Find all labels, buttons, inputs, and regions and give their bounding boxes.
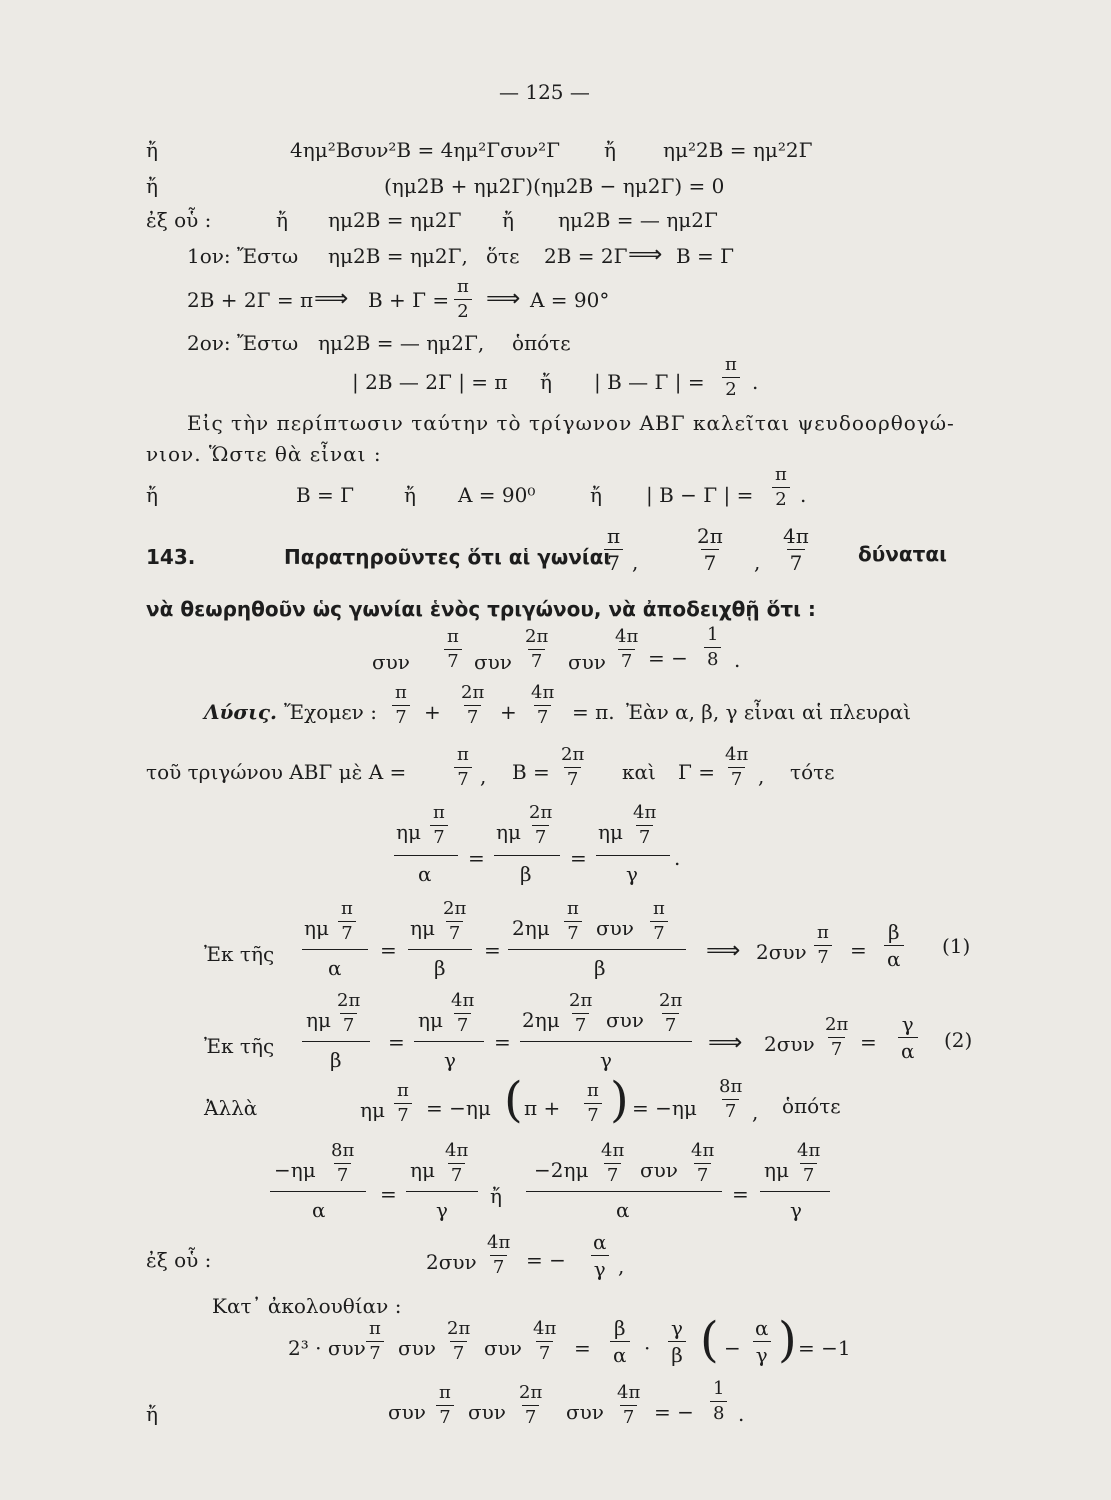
period: . — [674, 846, 681, 870]
paragraph-line-1: Εἰς τὴν περίπτωσιν ταύτην τὸ τρίγωνον ΑΒΓ καλεῖται ψευδοορθογώ- — [187, 411, 955, 435]
fraction-2pi-over-7: $\frac{2\pi}{7}$ — [561, 744, 585, 790]
beta: β — [434, 956, 446, 980]
eta-word: ἤ — [146, 138, 158, 162]
problem-number: 143. — [146, 545, 196, 569]
equals-sign: = — [850, 938, 867, 962]
solution-tote: τότε — [790, 760, 835, 784]
eta-word: ἤ — [276, 208, 288, 232]
case1-equation-b: 2B = 2Γ — [544, 244, 628, 268]
alpha: α — [328, 956, 342, 980]
beta: β — [594, 956, 606, 980]
syn-word: συν — [474, 650, 512, 674]
minus-two-em: −2ημ — [534, 1158, 589, 1182]
ek-tis-label: Ἐκ τῆς — [204, 1034, 275, 1058]
pi-plus: π + — [524, 1096, 561, 1120]
alpha: α — [616, 1198, 630, 1222]
fraction-pi-over-2: $\frac{\pi}{2}$ — [722, 356, 740, 399]
alla-label: Ἀλλὰ — [204, 1096, 258, 1120]
em-word: ημ — [764, 1158, 789, 1182]
problem-text-2: νὰ θεωρηθοῦν ὡς γωνίαι ἑνὸς τριγώνου, νὰ ἀποδειχθῇ ὅτι : — [146, 597, 816, 621]
equals-minus: = − — [526, 1248, 566, 1272]
beta: β — [520, 862, 532, 886]
comma: , — [758, 764, 765, 788]
fraction-2pi-over-7: $\frac{2\pi}{7}$ — [569, 990, 593, 1036]
equals-sign: = — [860, 1030, 877, 1054]
implies-arrow: ⟹ — [314, 284, 349, 312]
final-line-1-start: 2³ · συν — [288, 1336, 366, 1360]
fraction-2pi-over-7: $\frac{2\pi}{7}$ — [697, 524, 723, 575]
equation-line2: (ημ2B + ημ2Γ)(ημ2B − ημ2Γ) = 0 — [384, 174, 725, 198]
fraction-pi-over-7: $\frac{\pi}{7}$ — [454, 746, 472, 789]
fraction-4pi-over-7: $\frac{4\pi}{7}$ — [451, 990, 475, 1036]
line5-a: 2B + 2Γ = π — [187, 288, 314, 312]
beta: β — [330, 1048, 342, 1072]
fraction-4pi-over-7: $\frac{4\pi}{7}$ — [783, 524, 809, 575]
fraction-bar — [302, 1041, 370, 1042]
em-word: ημ — [418, 1008, 443, 1032]
solution-echomen: Ἔχομεν : — [284, 700, 377, 724]
fraction-4pi-over-7: $\frac{4\pi}{7}$ — [445, 1140, 469, 1186]
implies-arrow: ⟹ — [706, 936, 741, 964]
eta-word: ἤ — [490, 1184, 502, 1208]
case2-label: 2ον: Ἔστω — [187, 331, 299, 355]
alpha: α — [312, 1198, 326, 1222]
problem-text-1: Παρατηροῦντες ὅτι αἱ γωνίαι — [284, 545, 612, 569]
em-word: ημ — [410, 1158, 435, 1182]
fraction-gamma-over-beta: $\frac{\gamma}{\beta}$ — [668, 1318, 686, 1365]
fraction-bar — [394, 855, 458, 856]
fraction-bar — [408, 949, 472, 950]
equals-sign: = — [380, 1182, 397, 1206]
fraction-pi-over-7: $\frac{\pi}{7}$ — [650, 900, 668, 943]
kat-akolouthian: Κατ᾽ ἀκολουθίαν : — [212, 1294, 402, 1318]
fraction-alpha-over-gamma: $\frac{\alpha}{\gamma}$ — [590, 1232, 610, 1279]
equals-minus: = − — [648, 646, 688, 670]
equals-minus: = − — [654, 1400, 694, 1424]
abs-equation-2: | B — Γ | = — [594, 370, 705, 394]
comma: , — [752, 1100, 759, 1124]
implies-arrow: ⟹ — [708, 1028, 743, 1056]
fraction-pi-over-7: $\frac{\pi}{7}$ — [604, 526, 623, 573]
solution-G-eq: Γ = — [678, 760, 715, 784]
minus-em: = −ημ — [632, 1096, 697, 1120]
equation-number-1: (1) — [942, 934, 971, 958]
fraction-pi-over-2: $\frac{\pi}{2}$ — [772, 466, 790, 509]
fraction-2pi-over-7: $\frac{2\pi}{7}$ — [519, 1382, 543, 1428]
fraction-4pi-over-7: $\frac{4\pi}{7}$ — [725, 744, 749, 790]
plus-sign: + — [424, 700, 441, 724]
equation-line1-right: ημ²2B = ημ²2Γ — [663, 138, 813, 162]
result-b: A = 90⁰ — [458, 483, 536, 507]
syn-word: συν — [596, 916, 634, 940]
fraction-4pi-over-7: $\frac{4\pi}{7}$ — [601, 1140, 625, 1186]
fraction-bar — [596, 855, 670, 856]
ex-hou-label: ἐξ οὗ : — [146, 208, 212, 232]
equation-line3-b: ημ2B = — ημ2Γ — [558, 208, 718, 232]
equals-pi: = π. — [572, 700, 615, 724]
eta-word: ἤ — [604, 138, 616, 162]
fraction-pi-over-7: $\frac{\pi}{7}$ — [392, 684, 410, 727]
equals-sign: = — [388, 1030, 405, 1054]
fraction-bar — [414, 1041, 484, 1042]
line5-b: B + Γ = — [368, 288, 450, 312]
equals-sign: = — [468, 846, 485, 870]
fraction-2pi-over-7: $\frac{2\pi}{7}$ — [529, 802, 553, 848]
two-syn: 2συν — [764, 1032, 815, 1056]
fraction-2pi-over-7: $\frac{2\pi}{7}$ — [461, 682, 485, 728]
syn-word: συν — [606, 1008, 644, 1032]
fraction-bar — [760, 1191, 830, 1192]
fraction-pi-over-7: $\frac{\pi}{7}$ — [366, 1320, 384, 1363]
syn-word: συν — [468, 1400, 506, 1424]
em-word: ημ — [410, 916, 435, 940]
gamma: γ — [790, 1198, 802, 1222]
fraction-1-over-8: $\frac{1}{8}$ — [704, 626, 721, 669]
solution-label: Λύσις. — [204, 700, 277, 724]
case1-equation-c: B = Γ — [676, 244, 735, 268]
fraction-4pi-over-7: $\frac{4\pi}{7}$ — [533, 1318, 557, 1364]
page-number: — 125 — — [499, 80, 590, 104]
equals-sign: = — [494, 1030, 511, 1054]
dot-operator: · — [644, 1336, 651, 1360]
minus-em: −ημ — [274, 1158, 316, 1182]
fraction-2pi-over-7: $\frac{2\pi}{7}$ — [825, 1014, 849, 1060]
fraction-4pi-over-7: $\frac{4\pi}{7}$ — [797, 1140, 821, 1186]
fraction-1-over-8: $\frac{1}{8}$ — [710, 1380, 727, 1423]
line5-c: A = 90° — [530, 288, 610, 312]
fraction-bar — [494, 855, 560, 856]
fraction-bar — [270, 1191, 366, 1192]
problem-text-1-end: δύναται — [858, 542, 947, 566]
fraction-4pi-over-7: $\frac{4\pi}{7}$ — [531, 682, 555, 728]
fraction-2pi-over-7: $\frac{2\pi}{7}$ — [337, 990, 361, 1036]
fraction-2pi-over-7: $\frac{2\pi}{7}$ — [525, 626, 549, 672]
em-word: ημ — [360, 1098, 385, 1122]
syn-word: συν — [640, 1158, 678, 1182]
fraction-pi-over-7: $\frac{\pi}{7}$ — [338, 900, 356, 943]
ek-tis-label: Ἐκ τῆς — [204, 942, 275, 966]
fraction-4pi-over-7: $\frac{4\pi}{7}$ — [615, 626, 639, 672]
em-word: ημ — [496, 820, 521, 844]
comma: , — [618, 1254, 625, 1278]
result-a: B = Γ — [296, 483, 355, 507]
solution-tou: τοῦ τριγώνου ΑΒΓ μὲ Α = — [146, 760, 407, 784]
fraction-2pi-over-7: $\frac{2\pi}{7}$ — [447, 1318, 471, 1364]
implies-arrow: ⟹ — [628, 240, 663, 268]
fraction-bar — [302, 949, 368, 950]
syn-word: συν — [398, 1336, 436, 1360]
fraction-beta-over-alpha: $\frac{\beta}{\alpha}$ — [610, 1318, 630, 1365]
fraction-4pi-over-7: $\frac{4\pi}{7}$ — [691, 1140, 715, 1186]
gamma: γ — [436, 1198, 448, 1222]
gamma: γ — [600, 1048, 612, 1072]
fraction-pi-over-2: $\frac{\pi}{2}$ — [454, 278, 472, 321]
em-word: ημ — [306, 1008, 331, 1032]
fraction-beta-over-alpha: $\frac{\beta}{\alpha}$ — [884, 922, 904, 969]
gamma: γ — [444, 1048, 456, 1072]
fraction-2pi-over-7: $\frac{2\pi}{7}$ — [659, 990, 683, 1036]
period: . — [734, 648, 741, 672]
equals-sign: = — [484, 938, 501, 962]
paragraph-line-2: νιον. Ὥστε θὰ εἶναι : — [146, 442, 382, 466]
eta-word: ἤ — [404, 483, 416, 507]
period: . — [800, 483, 807, 507]
syn-word: συν — [388, 1400, 426, 1424]
syn-word: συν — [568, 650, 606, 674]
ex-hou-label: ἐξ οὗ : — [146, 1248, 212, 1272]
equals-sign: = — [380, 938, 397, 962]
two-em: 2ημ — [512, 916, 550, 940]
fraction-bar — [526, 1191, 722, 1192]
equals-sign: = — [574, 1336, 591, 1360]
eta-word: ἤ — [590, 483, 602, 507]
solution-kai: καὶ — [622, 760, 656, 784]
equals-sign: = — [732, 1182, 749, 1206]
case1-equation: ημ2B = ημ2Γ, — [328, 244, 468, 268]
fraction-alpha-over-gamma: $\frac{\alpha}{\gamma}$ — [752, 1318, 772, 1365]
em-word: ημ — [598, 820, 623, 844]
gamma: γ — [626, 862, 638, 886]
solution-ean: Ἐὰν α, β, γ εἶναι αἱ πλευραὶ — [626, 700, 912, 724]
abs-equation-1: | 2B — 2Γ | = π — [352, 370, 508, 394]
eta-word: ἤ — [540, 370, 552, 394]
eta-word: ἤ — [146, 1402, 158, 1426]
alpha: α — [418, 862, 432, 886]
case2-equation: ημ2B = — ημ2Γ, — [318, 331, 485, 355]
fraction-2pi-over-7: $\frac{2\pi}{7}$ — [443, 898, 467, 944]
right-paren: ) — [778, 1312, 797, 1368]
fraction-pi-over-7: $\frac{\pi}{7}$ — [436, 1384, 454, 1427]
syn-word: συν — [566, 1400, 604, 1424]
fraction-gamma-over-alpha: $\frac{\gamma}{\alpha}$ — [898, 1014, 918, 1061]
eta-word: ἤ — [146, 174, 158, 198]
minus-em: = −ημ — [426, 1096, 491, 1120]
fraction-8pi-over-7: $\frac{8\pi}{7}$ — [719, 1076, 743, 1122]
fraction-pi-over-7: $\frac{\pi}{7}$ — [584, 1082, 602, 1125]
two-em: 2ημ — [522, 1008, 560, 1032]
minus-sign: − — [724, 1336, 741, 1360]
fraction-pi-over-7: $\frac{\pi}{7}$ — [430, 804, 448, 847]
equation-number-2: (2) — [944, 1028, 973, 1052]
fraction-pi-over-7: $\frac{\pi}{7}$ — [444, 628, 462, 671]
fraction-4pi-over-7: $\frac{4\pi}{7}$ — [633, 802, 657, 848]
comma: , — [754, 550, 761, 574]
fraction-pi-over-7: $\frac{\pi}{7}$ — [814, 924, 832, 967]
case1-hote: ὅτε — [486, 244, 520, 268]
hopote: ὁπότε — [782, 1094, 841, 1118]
left-paren: ( — [504, 1072, 523, 1128]
equation-line3-a: ημ2B = ημ2Γ — [328, 208, 462, 232]
result-c: | B − Γ | = — [646, 483, 754, 507]
left-paren: ( — [700, 1312, 719, 1368]
syn-word: συν — [372, 650, 410, 674]
eta-word: ἤ — [502, 208, 514, 232]
syn-word: συν — [484, 1336, 522, 1360]
case1-label: 1ον: Ἔστω — [187, 244, 299, 268]
period: . — [752, 370, 759, 394]
solution-B-eq: B = — [512, 760, 550, 784]
final-line-1-end: = −1 — [798, 1336, 851, 1360]
em-word: ημ — [396, 820, 421, 844]
equals-sign: = — [570, 846, 587, 870]
fraction-bar — [406, 1191, 478, 1192]
two-syn: 2συν — [756, 940, 807, 964]
fraction-pi-over-7: $\frac{\pi}{7}$ — [394, 1082, 412, 1125]
comma: , — [480, 764, 487, 788]
period: . — [738, 1402, 745, 1426]
fraction-4pi-over-7: $\frac{4\pi}{7}$ — [487, 1232, 511, 1278]
implies-arrow: ⟹ — [486, 284, 521, 312]
fraction-pi-over-7: $\frac{\pi}{7}$ — [564, 900, 582, 943]
equation-line1-left: 4ημ²Bσυν²B = 4ημ²Γσυν²Γ — [290, 138, 561, 162]
fraction-4pi-over-7: $\frac{4\pi}{7}$ — [617, 1382, 641, 1428]
eta-word: ἤ — [146, 483, 158, 507]
fraction-bar — [520, 1041, 692, 1042]
plus-sign: + — [500, 700, 517, 724]
right-paren: ) — [610, 1072, 629, 1128]
fraction-bar — [508, 949, 686, 950]
em-word: ημ — [304, 916, 329, 940]
fraction-8pi-over-7: $\frac{8\pi}{7}$ — [331, 1140, 355, 1186]
two-syn: 2συν — [426, 1250, 477, 1274]
comma: , — [632, 550, 639, 574]
case2-hopote: ὁπότε — [512, 331, 571, 355]
